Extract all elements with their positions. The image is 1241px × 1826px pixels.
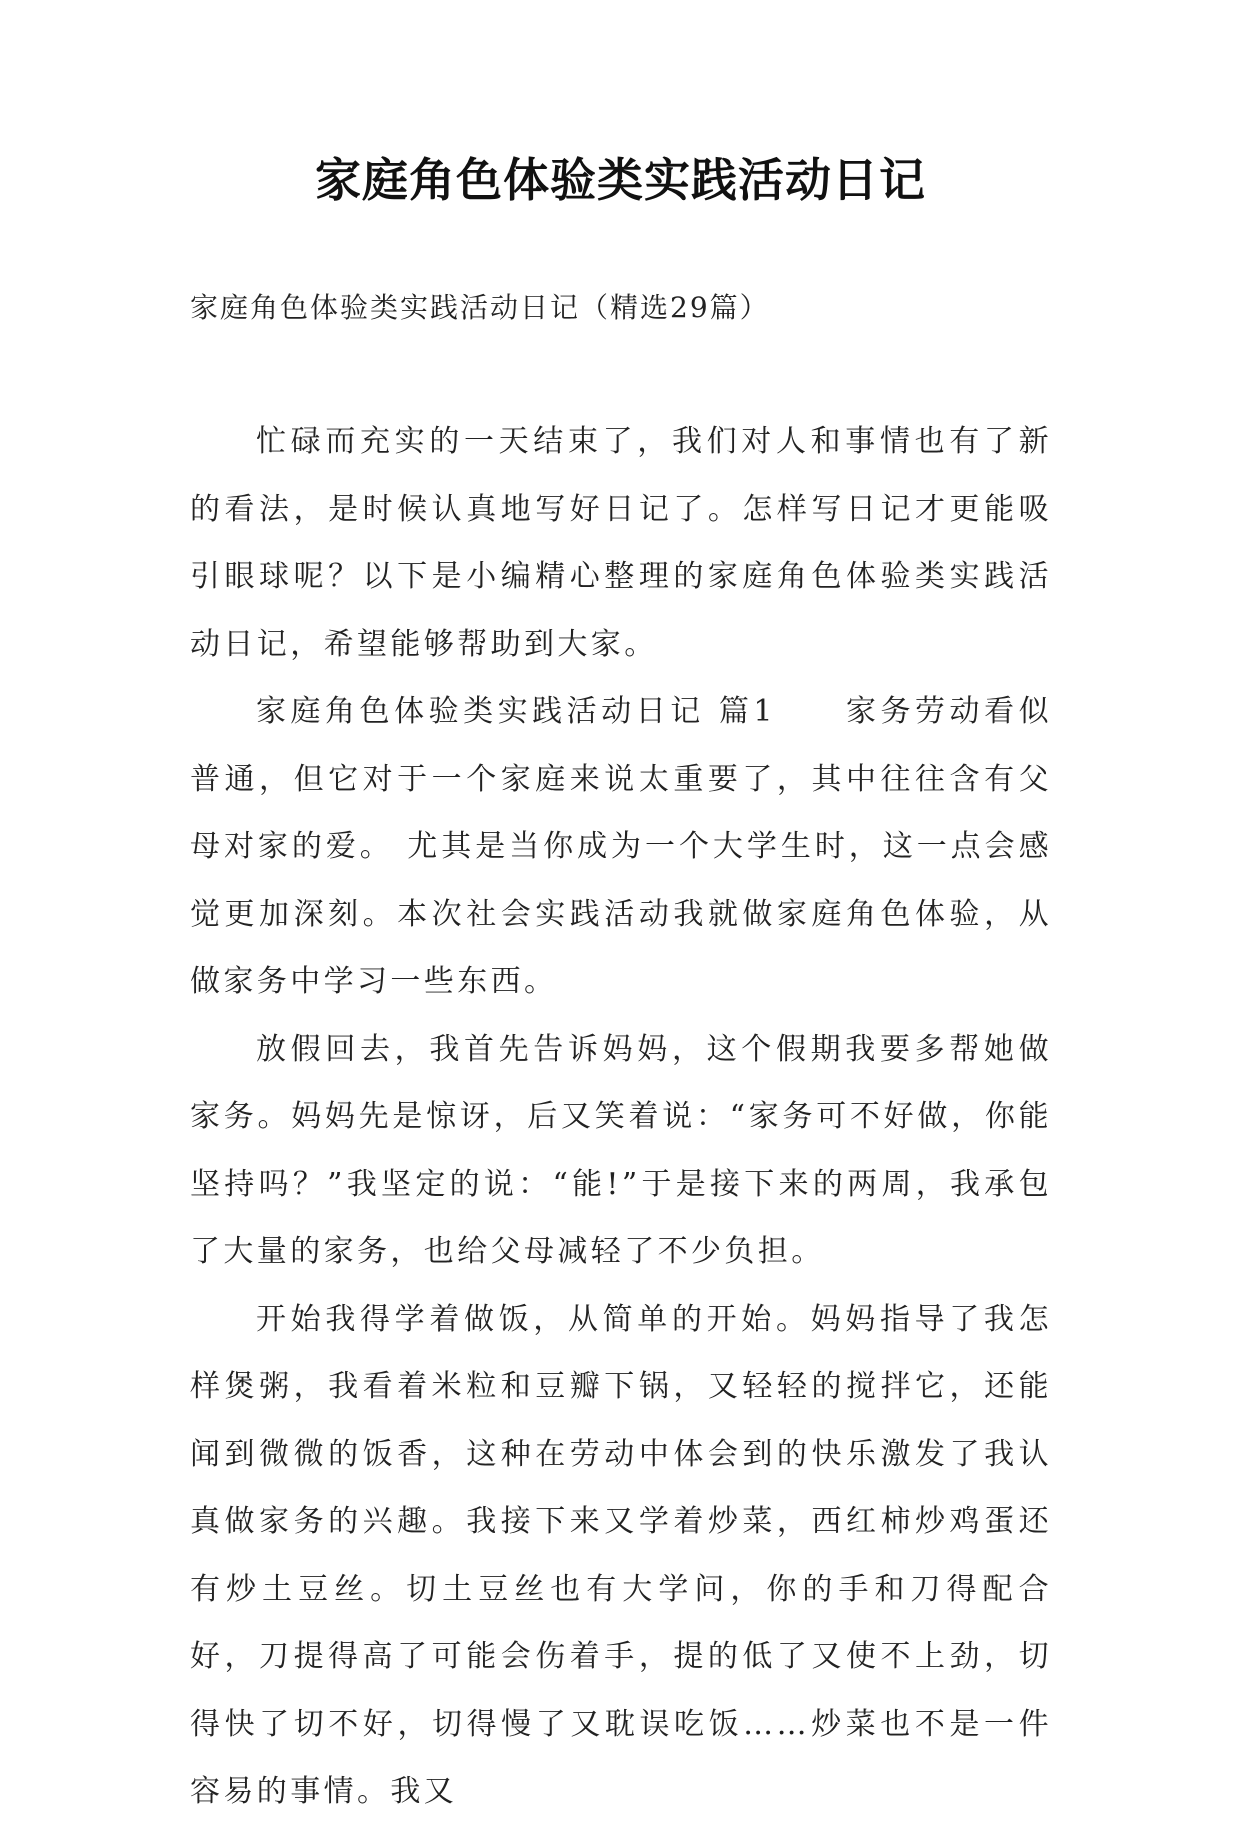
- paragraph-2: 放假回去，我首先告诉妈妈，这个假期我要多帮她做家务。妈妈先是惊讶，后又笑着说：“家务可不好做，你能坚持吗？”我坚定的说：“能!”于是接下来的两周，我承包了大量的家务，也给父母减轻了不少负担。: [190, 1031, 1052, 1269]
- paragraph-3: 开始我得学着做饭，从简单的开始。妈妈指导了我怎样煲粥，我看着米粒和豆瓣下锅，又轻轻的搅拌它，还能闻到微微的饭香，这种在劳动中体会到的快乐激发了我认真做家务的兴趣。我接下来又学着炒菜，西红柿炒鸡蛋还有炒土豆丝。切土豆丝也有大学问，你的手和刀得配合好，刀提得高了可能会伤着手，提的低了又使不上劲，切得快了切不好，切得慢了又耽误吃饭……炒菜也不是一件容易的事情。我又: [190, 1301, 1052, 1809]
- document-subtitle: 家庭角色体验类实践活动日记（精选29篇）: [190, 291, 770, 324]
- document-title: 家庭角色体验类实践活动日记: [315, 153, 926, 207]
- document-body: [190, 408, 1052, 1826]
- paragraph-1: 家庭角色体验类实践活动日记 篇1 家务劳动看似普通，但它对于一个家庭来说太重要了，其中往往含有父母对家的爱。 尤其是当你成为一个大学生时，这一点会感觉更加深刻。本次社会实践活动我就做家庭角色体验，从做家务中学习一些东西。: [190, 694, 1052, 999]
- paragraph-intro: 忙碌而充实的一天结束了，我们对人和事情也有了新的看法，是时候认真地写好日记了。怎样写日记才更能吸引眼球呢？以下是小编精心整理的家庭角色体验类实践活动日记，希望能够帮助到大家。: [190, 424, 1052, 662]
